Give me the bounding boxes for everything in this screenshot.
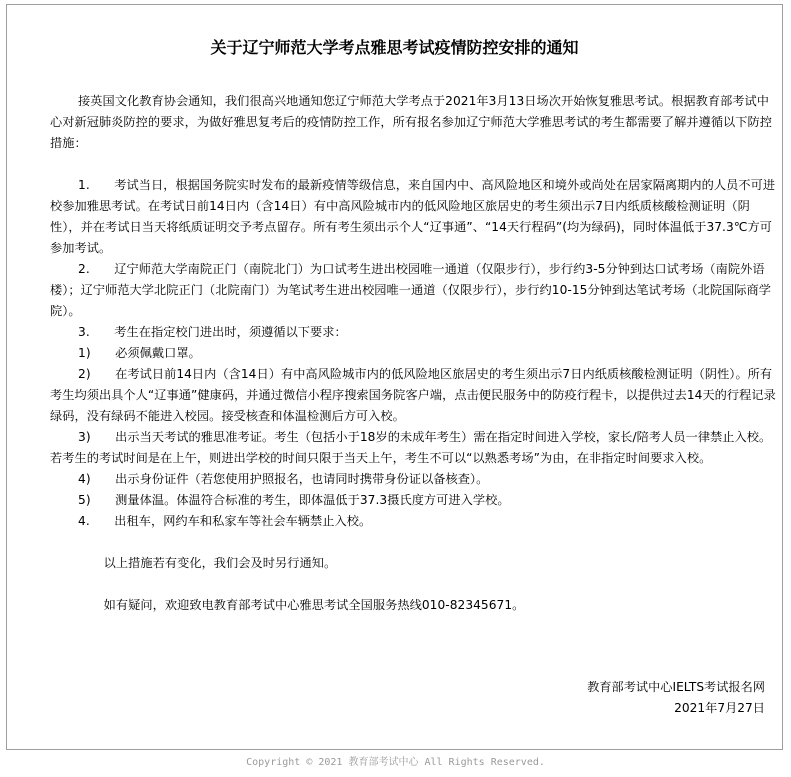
requirement-item-2: 2) 在考试日前14日内（含14日）有中高风险城市内的低风险地区旅居史的考生须出示7日内纸质核酸检测证明（阴性）。所有考生均须出具个人“辽事通”健康码，并通过微信小程序搜索国务院客户端，点击便民服务中的防疫行程卡，以提供过去14天的行程记录绿码，没有绿码不能进入校园。接受核查和体温检测后方可入校。 <box>50 367 776 423</box>
copyright-footer: Copyright © 2021 教育部考试中心 All Rights Reserved. <box>246 757 545 768</box>
contact-note: 如有疑问，欢迎致电教育部考试中心雅思考试全国服务热线010-82345671。 <box>103 598 525 612</box>
signature-date: 2021年7月27日 <box>674 701 765 715</box>
measure-item-2: 2. 辽宁师范大学南院正门（南院北门）为口试考生进出校园唯一通道（仅限步行），步行约3-5分钟到达口试考场（南院外语楼）；辽宁师范大学北院正门（北院南门）为笔试考生进出校园唯一通道（仅限步行），步行约10-15分钟到达笔试考场（北院国际商学院）。 <box>50 262 771 318</box>
signature-organization: 教育部考试中心IELTS考试报名网 <box>587 680 765 694</box>
measure-item-1: 1. 考试当日，根据国务院实时发布的最新疫情等级信息，来自国内中、高风险地区和境外或尚处在居家隔离期内的人员不可进校参加雅思考试。在考试日前14日内（含14日）有中高风险城市内的低风险地区旅居史的考生须出示7日内纸质核酸检测证明（阴性），并在考试日当天将纸质证明交予考点留存。所有考生须出示个人“辽事通”、“14天行程码”(均为绿码)，同时体温低于37.3℃方可参加考试。 <box>50 178 776 255</box>
measure-item-3: 3. 考生在指定校门进出时，须遵循以下要求： <box>78 325 347 339</box>
notice-body <box>50 91 778 616</box>
measure-item-4: 4. 出租车，网约车和私家车等社会车辆禁止入校。 <box>78 514 372 528</box>
notice-frame <box>6 4 783 750</box>
requirement-item-5: 5) 测量体温。体温符合标准的考生，即体温低于37.3摄氏度方可进入学校。 <box>78 493 510 507</box>
intro-paragraph: 接英国文化教育协会通知，我们很高兴地通知您辽宁师范大学考点于2021年3月13日场次开始恢复雅思考试。根据教育部考试中心对新冠肺炎防控的要求，为做好雅思复考后的疫情防控工作，所有报名参加辽宁师范大学雅思考试的考生都需要了解并遵循以下防控措施： <box>50 94 773 150</box>
requirement-item-3: 3) 出示当天考试的雅思准考证。考生（包括小于18岁的未成年考生）需在指定时间进入学校，家长/陪考人员一律禁止入校。若考生的考试时间是在上午，则进出学校的时间只限于当天上午，考生不可以“以熟悉考场”为由，在非指定时间要求入校。 <box>50 430 772 465</box>
requirement-item-4: 4) 出示身份证件（若您使用护照报名，也请同时携带身份证以备核查）。 <box>78 472 489 486</box>
change-note: 以上措施若有变化，我们会及时另行通知。 <box>103 556 337 570</box>
notice-title: 关于辽宁师范大学考点雅思考试疫情防控安排的通知 <box>210 38 579 57</box>
requirement-item-1: 1) 必须佩戴口罩。 <box>78 346 201 360</box>
